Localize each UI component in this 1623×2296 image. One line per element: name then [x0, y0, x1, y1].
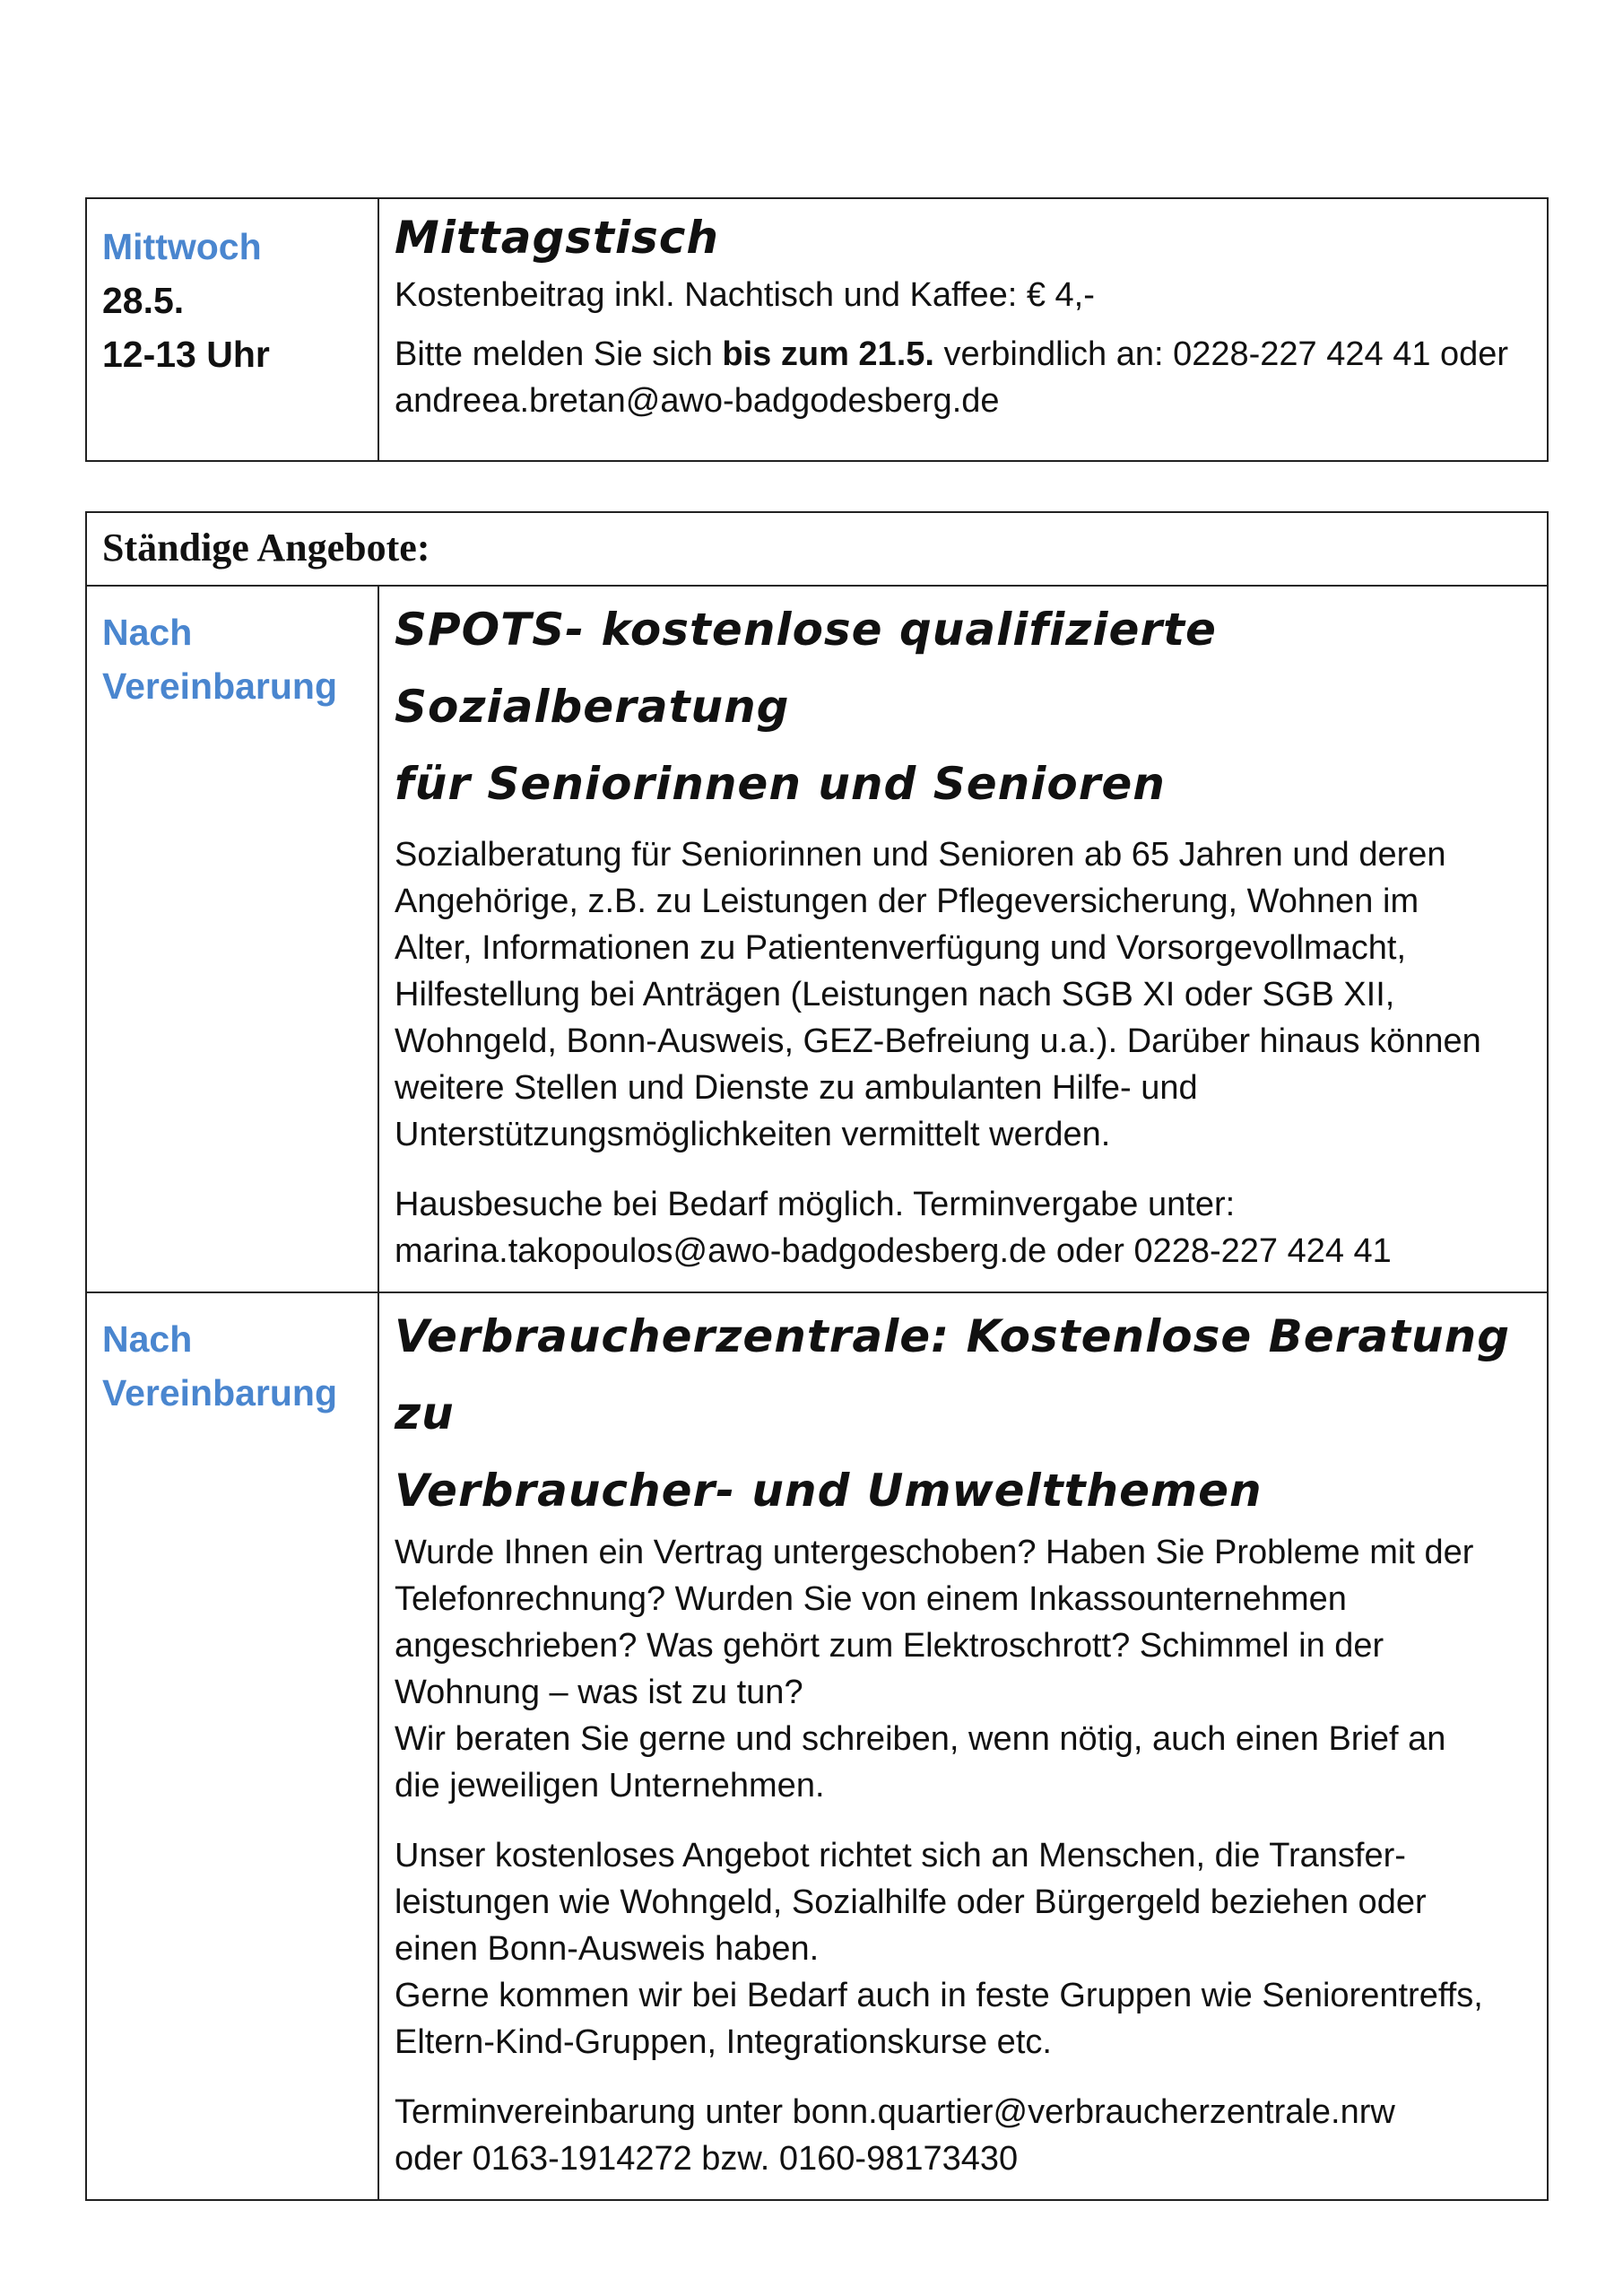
text-line: Telefonrechnung? Wurden Sie von einem Inkassounternehmen [395, 1580, 1347, 1618]
table-row [86, 512, 1548, 586]
label-cell [86, 1292, 378, 2200]
offer-title: Verbraucher- und Umweltthemen [395, 1465, 1263, 1517]
contact-email[interactable]: andreea.bretan@awo-badgodesberg.de [395, 382, 1000, 420]
text-line: Gerne kommen wir bei Bedarf auch in feste Gruppen wie Seniorentreffs, [395, 1977, 1483, 2014]
text-line: leistungen wie Wohngeld, Sozialhilfe oder Bürgergeld beziehen oder [395, 1883, 1427, 1921]
text-line: Angehörige, z.B. zu Leistungen der Pflegeversicherung, Wohnen im [395, 883, 1419, 920]
table-row [86, 198, 1548, 461]
label-line: Vereinbarung [102, 665, 338, 707]
text-line: Sozialberatung für Seniorinnen und Senioren ab 65 Jahren und deren [395, 836, 1446, 874]
contact-line[interactable]: Terminvereinbarung unter bonn.quartier@verbraucherzentrale.nrw [395, 2093, 1395, 2131]
event-time: 12-13 Uhr [102, 334, 270, 375]
text-line: weitere Stellen und Dienste zu ambulanten Hilfe- und [395, 1069, 1198, 1107]
offer-title: SPOTS- kostenlose qualifizierte Sozialberatung [395, 604, 1217, 733]
text-line: Wohngeld, Bonn-Ausweis, GEZ-Befreiung u.a.). Darüber hinaus können [395, 1022, 1481, 1060]
event-date: 28.5. [102, 280, 185, 321]
label-line: Nach [102, 1318, 193, 1360]
mittagstisch-table [85, 197, 1549, 462]
register-pre: Bitte melden Sie sich [395, 335, 723, 373]
text-line: Unser kostenloses Angebot richtet sich an Menschen, die Transfer- [395, 1837, 1406, 1874]
offer-title: Verbraucherzentrale: Kostenlose Beratung zu [395, 1310, 1510, 1439]
label-cell [86, 586, 378, 1292]
content-cell [378, 198, 1548, 461]
offer-title: für Seniorinnen und Senioren [395, 758, 1166, 810]
weekday: Mittwoch [102, 226, 262, 267]
text-line: angeschrieben? Was gehört zum Elektroschrott? Schimmel in der [395, 1627, 1384, 1665]
offer-target-group [395, 1832, 1530, 2066]
text-line: einen Bonn-Ausweis haben. [395, 1930, 820, 1968]
heading-cell [86, 512, 1548, 586]
section-heading: Ständige Angebote: [102, 526, 430, 570]
content-cell [378, 1292, 1548, 2200]
register-post: verbindlich an: 0228-227 424 41 oder [933, 335, 1509, 373]
text-line: die jeweiligen Unternehmen. [395, 1767, 825, 1805]
table-row [86, 1292, 1548, 2200]
text-line: Eltern-Kind-Gruppen, Integrationskurse etc. [395, 2023, 1052, 2061]
table-row [86, 586, 1548, 1292]
text-line: Hausbesuche bei Bedarf möglich. Terminvergabe unter: [395, 1186, 1236, 1223]
text-line: Unterstützungsmöglichkeiten vermittelt werden. [395, 1116, 1111, 1153]
text-line: Wurde Ihnen ein Vertrag untergeschoben? Haben Sie Probleme mit der [395, 1534, 1474, 1571]
offer-description [395, 831, 1530, 1158]
label-line: Vereinbarung [102, 1372, 338, 1413]
text-line: Hilfestellung bei Anträgen (Leistungen nach SGB XI oder SGB XII, [395, 976, 1395, 1013]
standing-offers-table [85, 511, 1549, 2201]
label-line: Nach [102, 612, 193, 653]
contact-line[interactable]: marina.takopoulos@awo-badgodesberg.de oder 0228-227 424 41 [395, 1232, 1392, 1270]
date-cell [86, 198, 378, 461]
cost-text: Kostenbeitrag inkl. Nachtisch und Kaffee: € 4,- [395, 276, 1095, 314]
contact-line[interactable]: oder 0163-1914272 bzw. 0160-98173430 [395, 2140, 1019, 2178]
event-title: Mittagstisch [395, 212, 720, 264]
offer-description [395, 1529, 1530, 1809]
text-line: Wohnung – was ist zu tun? [395, 1674, 803, 1711]
register-text [395, 331, 1530, 378]
register-deadline: bis zum 21.5. [722, 335, 934, 373]
content-cell [378, 586, 1548, 1292]
text-line: Wir beraten Sie gerne und schreiben, wenn nötig, auch einen Brief an [395, 1720, 1446, 1758]
text-line: Alter, Informationen zu Patientenverfügung und Vorsorgevollmacht, [395, 929, 1407, 967]
